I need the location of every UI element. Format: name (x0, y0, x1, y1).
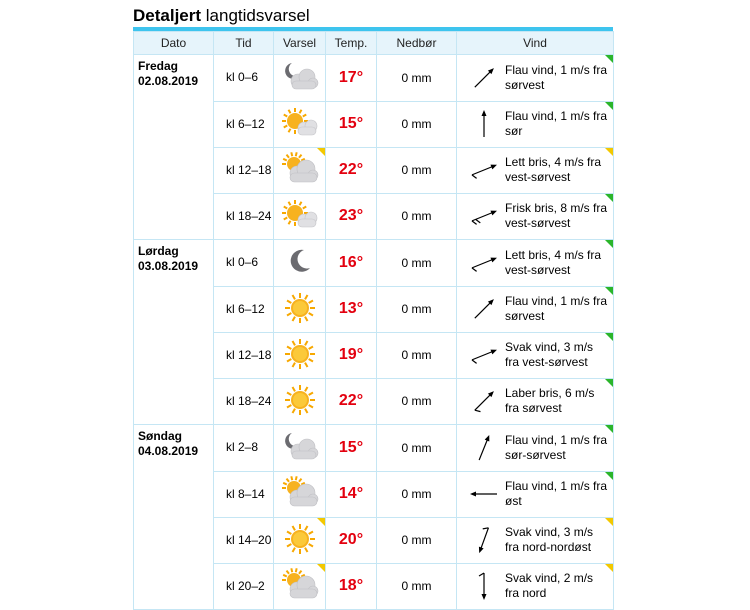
precipitation: 0 mm (377, 286, 457, 332)
table-row (134, 147, 614, 193)
corner-marker (605, 102, 613, 110)
wind-cell[interactable] (457, 101, 614, 147)
wind-arrow-icon (467, 107, 501, 141)
wind-cell[interactable] (457, 517, 614, 563)
temperature: 19° (326, 332, 377, 378)
corner-marker (605, 55, 613, 63)
table-row (134, 193, 614, 240)
column-header-tid[interactable]: Tid (214, 32, 274, 55)
time-period: kl 8–14 (214, 471, 274, 517)
cloudy-sun-icon (280, 175, 320, 189)
partly-cloudy-day-icon (280, 221, 320, 235)
day-date: 04.08.2019 (138, 444, 199, 458)
wind-arrow-icon (467, 199, 501, 233)
day-name: Lørdag (138, 244, 179, 258)
wind-arrow-icon (467, 523, 501, 557)
weather-symbol-cell (274, 193, 326, 240)
time-period: kl 6–12 (214, 101, 274, 147)
wind-line-1: Lett bris, 4 m/s fra (505, 247, 602, 262)
time-period: kl 18–24 (214, 193, 274, 240)
wind-line-2: fra nord-nordøst (505, 540, 592, 554)
time-period: kl 0–6 (214, 55, 274, 102)
wind-cell[interactable] (457, 563, 614, 610)
dato-cell (134, 193, 214, 240)
precipitation: 0 mm (377, 425, 457, 472)
time-period: kl 12–18 (214, 332, 274, 378)
moon-icon (283, 267, 317, 281)
wind-line-1: Flau vind, 1 m/s fra (505, 62, 608, 77)
forecast-panel (133, 0, 613, 610)
wind-line-2: vest-sørvest (505, 170, 571, 184)
precipitation: 0 mm (377, 147, 457, 193)
corner-marker (605, 240, 613, 248)
day-date: 03.08.2019 (138, 259, 199, 273)
weather-symbol-cell (274, 517, 326, 563)
column-header-vind[interactable]: Vind (457, 32, 614, 55)
sun-icon (283, 406, 317, 420)
dato-cell (134, 425, 214, 472)
wind-arrow-icon (467, 153, 501, 187)
corner-marker (605, 333, 613, 341)
wind-arrow-icon (467, 292, 501, 326)
wind-description (505, 248, 601, 278)
corner-marker (605, 379, 613, 387)
weather-symbol-cell (274, 286, 326, 332)
precipitation: 0 mm (377, 101, 457, 147)
wind-cell[interactable] (457, 55, 614, 102)
corner-marker (605, 564, 613, 572)
time-period: kl 14–20 (214, 517, 274, 563)
precipitation: 0 mm (377, 563, 457, 610)
day-name: Fredag (138, 59, 179, 73)
dato-cell (134, 332, 214, 378)
wind-arrow-icon (467, 246, 501, 280)
column-header-dato[interactable]: Dato (134, 32, 214, 55)
corner-marker (605, 472, 613, 480)
time-period: kl 0–6 (214, 240, 274, 287)
forecast-table (133, 31, 614, 610)
wind-line-1: Svak vind, 2 m/s (505, 571, 594, 586)
table-row (134, 240, 614, 287)
table-row (134, 378, 614, 425)
wind-line-2: vest-sørvest (505, 216, 571, 231)
table-row (134, 101, 614, 147)
time-period: kl 2–8 (214, 425, 274, 472)
wind-line-1: Flau vind, 1 m/s fra (505, 109, 608, 123)
weather-symbol-cell (274, 332, 326, 378)
sun-icon (283, 360, 317, 374)
column-header-nedbor[interactable]: Nedbør (377, 32, 457, 55)
wind-description (505, 479, 607, 509)
precipitation: 0 mm (377, 517, 457, 563)
precipitation: 0 mm (377, 55, 457, 102)
sun-icon (283, 314, 317, 328)
title-rest: langtidsvarsel (205, 6, 310, 25)
wind-cell[interactable] (457, 193, 614, 240)
wind-cell[interactable] (457, 425, 614, 472)
corner-marker (317, 518, 325, 526)
table-row (134, 425, 614, 472)
wind-line-1: Svak vind, 3 m/s (505, 340, 594, 354)
temperature: 15° (326, 101, 377, 147)
dato-cell (134, 471, 214, 517)
wind-line-2: vest-sørvest (505, 262, 571, 277)
wind-cell[interactable] (457, 286, 614, 332)
wind-description (505, 155, 601, 185)
weather-symbol-cell (274, 101, 326, 147)
weather-symbol-cell (274, 425, 326, 472)
time-period: kl 6–12 (214, 286, 274, 332)
wind-line-2: sør (505, 124, 523, 138)
weather-symbol-cell (274, 147, 326, 193)
time-period: kl 18–24 (214, 378, 274, 425)
temperature: 14° (326, 471, 377, 517)
corner-marker (605, 148, 613, 156)
column-header-varsel[interactable]: Varsel (274, 32, 326, 55)
temperature: 17° (326, 55, 377, 102)
wind-description (505, 109, 607, 139)
wind-description (505, 340, 593, 370)
weather-symbol-cell (274, 55, 326, 102)
wind-line-1: Laber bris, 6 m/s (505, 386, 595, 401)
precipitation: 0 mm (377, 378, 457, 425)
dato-cell (134, 101, 214, 147)
wind-line-1: Flau vind, 1 m/s fra (505, 479, 608, 493)
dato-cell (134, 147, 214, 193)
wind-line-2: sørvest (505, 309, 545, 323)
dato-cell (134, 563, 214, 610)
partly-cloudy-day-icon (280, 129, 320, 143)
wind-line-2: fra nord (505, 586, 547, 601)
time-period: kl 12–18 (214, 147, 274, 193)
wind-cell[interactable] (457, 471, 614, 517)
wind-line-1: Flau vind, 1 m/s fra (505, 432, 608, 447)
table-row (134, 286, 614, 332)
table-row (134, 332, 614, 378)
page-title (133, 6, 613, 26)
wind-description (505, 525, 593, 555)
temperature: 20° (326, 517, 377, 563)
table-row (134, 517, 614, 563)
dato-cell (134, 55, 214, 102)
weather-symbol-cell (274, 563, 326, 610)
partly-cloudy-night-icon (280, 452, 320, 466)
wind-line-2: sørvest (505, 77, 545, 92)
wind-description (505, 571, 593, 601)
temperature: 15° (326, 425, 377, 472)
wind-description (505, 63, 607, 93)
wind-cell[interactable] (457, 240, 614, 287)
wind-line-1: Svak vind, 3 m/s (505, 525, 594, 539)
corner-marker (605, 287, 613, 295)
precipitation: 0 mm (377, 193, 457, 240)
wind-arrow-icon (467, 431, 501, 465)
partly-cloudy-night-icon (280, 82, 320, 96)
wind-arrow-icon (467, 61, 501, 95)
wind-arrow-icon (467, 569, 501, 603)
wind-line-2: fra vest-sørvest (505, 355, 588, 369)
sun-icon (283, 545, 317, 559)
cloudy-sun-icon (280, 499, 320, 513)
dato-cell (134, 240, 214, 287)
wind-arrow-icon (467, 477, 501, 511)
wind-description (505, 386, 594, 416)
weather-symbol-cell (274, 240, 326, 287)
precipitation: 0 mm (377, 240, 457, 287)
cloudy-sun-icon (280, 591, 320, 605)
wind-description (505, 294, 607, 324)
column-header-temp[interactable]: Temp. (326, 32, 377, 55)
time-period: kl 20–2 (214, 563, 274, 610)
temperature: 22° (326, 147, 377, 193)
dato-cell (134, 517, 214, 563)
table-row (134, 55, 614, 102)
wind-description (505, 433, 607, 463)
wind-line-1: Lett bris, 4 m/s fra (505, 155, 602, 169)
day-name: Søndag (138, 429, 182, 443)
wind-cell[interactable] (457, 147, 614, 193)
wind-arrow-icon (467, 338, 501, 372)
corner-marker (317, 148, 325, 156)
wind-line-2: øst (505, 494, 522, 508)
corner-marker (605, 425, 613, 433)
dato-cell (134, 378, 214, 425)
precipitation: 0 mm (377, 332, 457, 378)
wind-arrow-icon (467, 384, 501, 418)
table-header-row (134, 32, 614, 55)
wind-line-1: Flau vind, 1 m/s fra (505, 294, 608, 308)
wind-line-2: fra sørvest (505, 401, 562, 416)
dato-cell (134, 286, 214, 332)
table-row (134, 471, 614, 517)
corner-marker (605, 518, 613, 526)
temperature: 18° (326, 563, 377, 610)
corner-marker (317, 564, 325, 572)
weather-symbol-cell (274, 378, 326, 425)
wind-line-2: sør-sørvest (505, 447, 566, 462)
corner-marker (605, 194, 613, 202)
weather-symbol-cell (274, 471, 326, 517)
title-bold: Detaljert (133, 6, 202, 25)
precipitation: 0 mm (377, 471, 457, 517)
wind-cell[interactable] (457, 378, 614, 425)
wind-description (505, 201, 607, 231)
day-date: 02.08.2019 (138, 74, 199, 88)
temperature: 23° (326, 193, 377, 240)
temperature: 16° (326, 240, 377, 287)
wind-line-1: Frisk bris, 8 m/s fra (505, 201, 608, 216)
table-row (134, 563, 614, 610)
wind-cell[interactable] (457, 332, 614, 378)
temperature: 22° (326, 378, 377, 425)
temperature: 13° (326, 286, 377, 332)
